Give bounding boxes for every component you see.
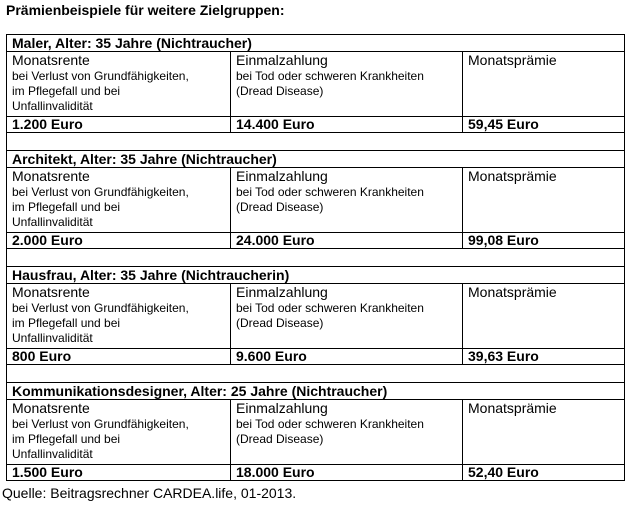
monatsrente-desc-line2: im Pflegefall und bei <box>12 316 121 330</box>
group-header: Architekt, Alter: 35 Jahre (Nichtraucher) <box>7 151 625 168</box>
amount-row <box>7 233 625 249</box>
group-header-row <box>7 383 625 400</box>
monatsrente-cell <box>7 168 231 233</box>
monatsrente-desc-line2: im Pflegefall und bei <box>12 200 121 214</box>
monatsrente-cell <box>7 400 231 465</box>
einmalzahlung-title: Einmalzahlung <box>236 284 328 300</box>
monatsrente-title: Monatsrente <box>12 400 90 416</box>
amount-row <box>7 349 625 365</box>
group-header: Maler, Alter: 35 Jahre (Nichtraucher) <box>7 35 625 52</box>
source-note: Quelle: Beitragsrechner CARDEA.life, 01-2013. <box>2 485 297 501</box>
einmalzahlung-desc-line2: (Dread Disease) <box>236 200 324 214</box>
einmalzahlung-cell <box>231 52 463 117</box>
rente-value: 800 Euro <box>7 349 231 365</box>
monatsrente-title: Monatsrente <box>12 284 90 300</box>
praemie-value: 99,08 Euro <box>463 233 625 249</box>
group-header-row <box>7 267 625 284</box>
monatspraemie-title: Monatsprämie <box>468 284 557 300</box>
monatsrente-desc-line1: bei Verlust von Grundfähigkeiten, <box>12 417 189 431</box>
einmalzahlung-value: 18.000 Euro <box>231 465 463 481</box>
praemie-value: 59,45 Euro <box>463 117 625 133</box>
detail-row <box>7 168 625 233</box>
einmalzahlung-desc-line2: (Dread Disease) <box>236 316 324 330</box>
monatsrente-desc-line3: Unfallinvalidität <box>12 447 93 461</box>
monatsrente-title: Monatsrente <box>12 168 90 184</box>
monatsrente-desc-line1: bei Verlust von Grundfähigkeiten, <box>12 301 189 315</box>
praemie-value: 39,63 Euro <box>463 349 625 365</box>
monatsrente-desc-line3: Unfallinvalidität <box>12 99 93 113</box>
monatspraemie-cell <box>463 400 625 465</box>
group-header: Hausfrau, Alter: 35 Jahre (Nichtraucherin) <box>7 267 625 284</box>
amount-row <box>7 465 625 481</box>
einmalzahlung-value: 24.000 Euro <box>231 233 463 249</box>
monatspraemie-cell <box>463 284 625 349</box>
page-title: Prämienbeispiele für weitere Zielgruppen: <box>6 2 285 18</box>
detail-row <box>7 284 625 349</box>
monatsrente-desc-line3: Unfallinvalidität <box>12 331 93 345</box>
group-header: Kommunikationsdesigner, Alter: 25 Jahre (Nichtraucher) <box>7 383 625 400</box>
einmalzahlung-title: Einmalzahlung <box>236 400 328 416</box>
detail-row <box>7 400 625 465</box>
detail-row <box>7 52 625 117</box>
group-header-row <box>7 35 625 52</box>
monatspraemie-cell <box>463 52 625 117</box>
monatsrente-cell <box>7 52 231 117</box>
einmalzahlung-value: 9.600 Euro <box>231 349 463 365</box>
einmalzahlung-desc-line1: bei Tod oder schweren Krankheiten <box>236 417 424 431</box>
amount-row <box>7 117 625 133</box>
monatspraemie-title: Monatsprämie <box>468 400 557 416</box>
einmalzahlung-cell <box>231 400 463 465</box>
einmalzahlung-desc-line2: (Dread Disease) <box>236 432 324 446</box>
rente-value: 2.000 Euro <box>7 233 231 249</box>
rente-value: 1.200 Euro <box>7 117 231 133</box>
monatspraemie-title: Monatsprämie <box>468 168 557 184</box>
einmalzahlung-desc-line2: (Dread Disease) <box>236 84 324 98</box>
group-header-row <box>7 151 625 168</box>
monatsrente-desc-line2: im Pflegefall und bei <box>12 84 121 98</box>
monatsrente-desc-line1: bei Verlust von Grundfähigkeiten, <box>12 69 189 83</box>
spacer-row <box>7 249 625 267</box>
einmalzahlung-title: Einmalzahlung <box>236 168 328 184</box>
monatsrente-desc-line1: bei Verlust von Grundfähigkeiten, <box>12 185 189 199</box>
einmalzahlung-cell <box>231 168 463 233</box>
monatsrente-title: Monatsrente <box>12 52 90 68</box>
monatspraemie-title: Monatsprämie <box>468 52 557 68</box>
monatsrente-cell <box>7 284 231 349</box>
premium-table <box>6 34 625 481</box>
einmalzahlung-desc-line1: bei Tod oder schweren Krankheiten <box>236 185 424 199</box>
spacer-row <box>7 365 625 383</box>
praemie-value: 52,40 Euro <box>463 465 625 481</box>
monatspraemie-cell <box>463 168 625 233</box>
einmalzahlung-title: Einmalzahlung <box>236 52 328 68</box>
einmalzahlung-desc-line1: bei Tod oder schweren Krankheiten <box>236 301 424 315</box>
einmalzahlung-desc-line1: bei Tod oder schweren Krankheiten <box>236 69 424 83</box>
spacer-row <box>7 133 625 151</box>
einmalzahlung-cell <box>231 284 463 349</box>
rente-value: 1.500 Euro <box>7 465 231 481</box>
einmalzahlung-value: 14.400 Euro <box>231 117 463 133</box>
monatsrente-desc-line3: Unfallinvalidität <box>12 215 93 229</box>
monatsrente-desc-line2: im Pflegefall und bei <box>12 432 121 446</box>
